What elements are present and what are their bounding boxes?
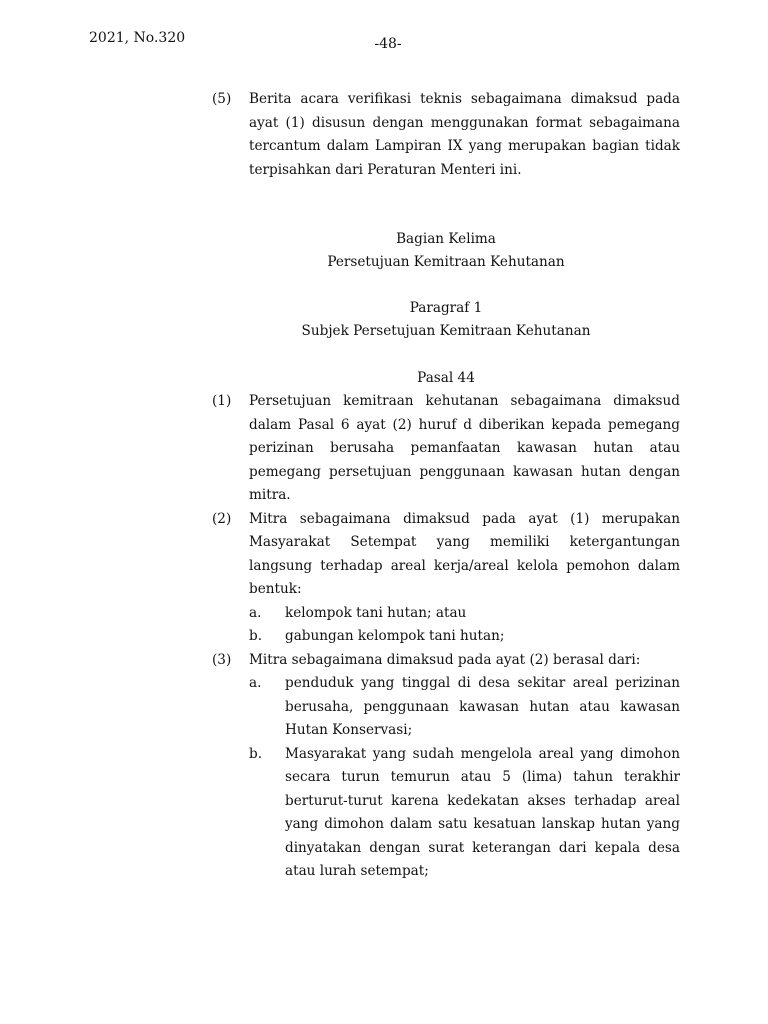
list-item [249,602,680,626]
item-text: Mitra sebagaimana dimaksud pada ayat (1) merupakan Masyarakat Setempat yang memiliki ketergantungan langsung terhadap areal kerja/areal kelola pemohon dalam bentuk: [249,510,680,597]
article-44-paragraph-3 [212,649,680,673]
list-letter: b. [249,628,263,644]
item-number: (3) [212,651,232,668]
paragraph-title: Subjek Persetujuan Kemitraan Kehutanan [301,323,591,339]
list-item [249,672,680,743]
article-44-paragraph-2 [212,508,680,602]
list-text: gabungan kelompok tani hutan; [285,628,505,644]
list-letter: b. [249,745,263,762]
list-item [249,625,680,649]
list-text: penduduk yang tinggal di desa sekitar areal perizinan berusaha, penggunaan kawasan hutan atau kawasan Hutan Konservasi; [285,675,680,738]
item-text: Mitra sebagaimana dimaksud pada ayat (2) berasal dari: [249,651,641,668]
list-letter: a. [249,604,262,621]
article-heading: Pasal 44 [417,370,475,386]
list-text: kelompok tani hutan; atau [285,604,467,621]
list-text: Masyarakat yang sudah mengelola areal yang dimohon secara turun temurun atau 5 (lima) tahun terakhir berturut-turut karena kedekatan akses terhadap areal yang dimohon dalam satu kesatuan lanskap hutan yang dinyatakan dengan surat keterangan dari kepala desa atau lurah setempat; [285,745,680,879]
gazette-reference: 2021, No.320 [89,30,186,46]
list-item [249,743,680,884]
article-44-paragraph-1 [212,390,680,508]
item-number: (2) [212,510,232,527]
part-heading: Bagian Kelima [396,231,496,247]
item-number: (5) [212,91,232,107]
item-text: Berita acara verifikasi teknis sebagaimana dimaksud pada ayat (1) disusun dengan menggunakan format sebagaimana tercantum dalam Lampiran IX yang merupakan bagian tidak terpisahkan dari Peraturan Menteri ini. [249,91,680,178]
list-letter: a. [249,675,262,691]
paragraph-heading: Paragraf 1 [409,300,483,316]
item-text: Persetujuan kemitraan kehutanan sebagaimana dimaksud dalam Pasal 6 ayat (2) huruf d diberikan kepada pemegang perizinan berusaha pemanfaatan kawasan hutan atau pemegang persetujuan penggunaan kawasan hutan dengan mitra. [249,393,680,503]
item-number: (1) [212,393,232,409]
part-title: Persetujuan Kemitraan Kehutanan [327,254,565,270]
page-number: -48- [374,36,402,52]
item-5 [212,88,680,182]
article-44-body [212,390,680,884]
